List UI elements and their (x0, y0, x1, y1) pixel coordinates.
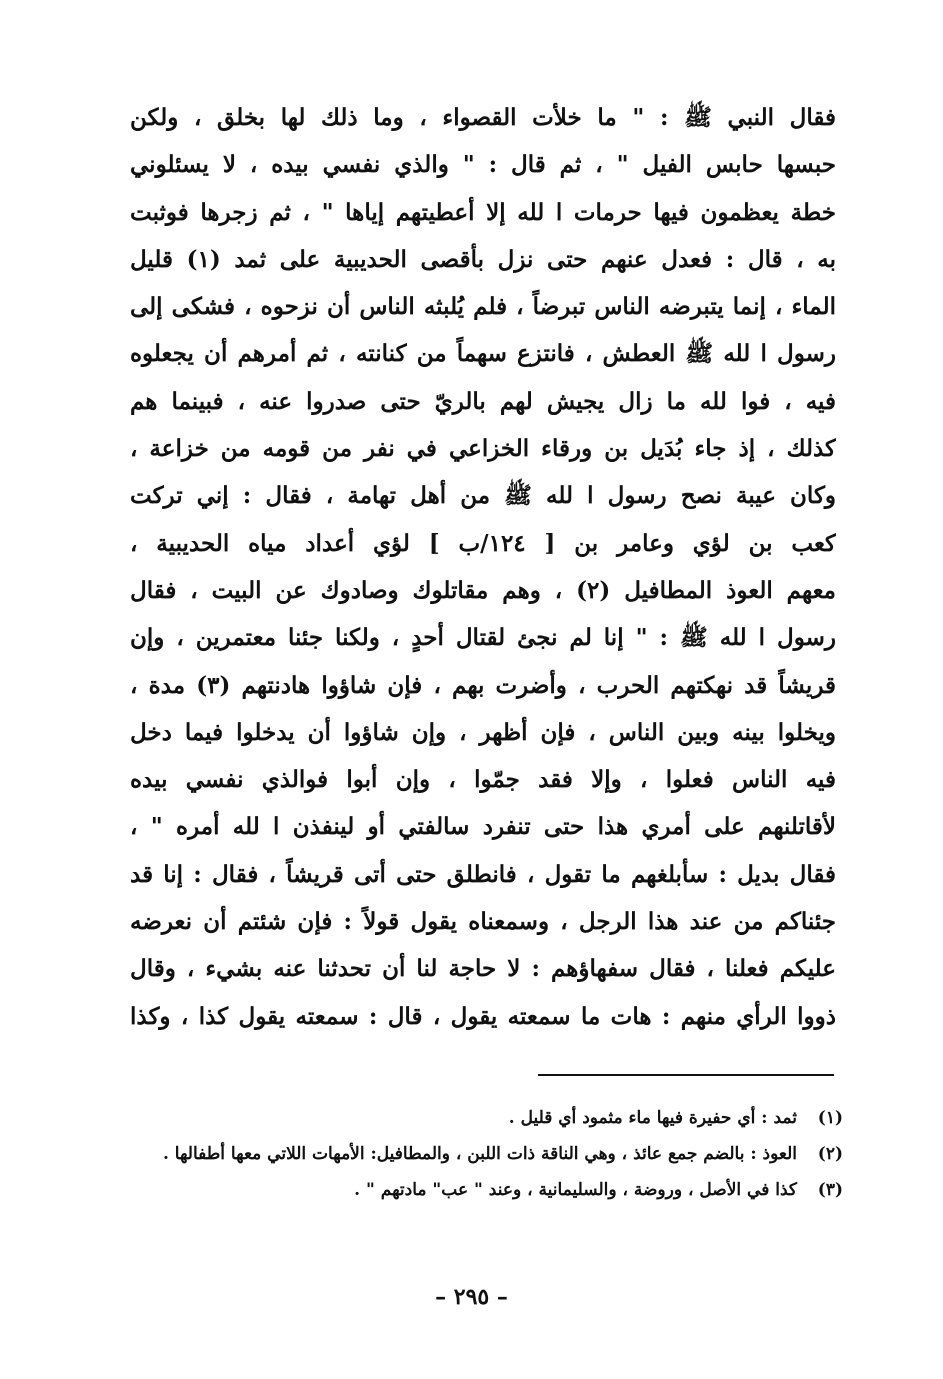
footnote-number: (٣) (817, 1180, 843, 1200)
text-line: ويخلوا بينه وبين الناس ، فإن أظهر ، وإن شاؤوا أن يدخلوا فيما دخل (130, 718, 836, 746)
text-line: قريشاً قد نهكتهم الحرب ، وأضرت بهم ، فإن شاؤوا هادنتهم (٣) مدة ، (130, 671, 836, 699)
footnote (143, 1172, 843, 1208)
text-line: رسول ا لله ﷺ : " إنا لم نجئ لقتال أحدٍ ، ولكنا جئنا معتمرين ، وإن (130, 624, 836, 652)
footnote-text: العوذ : بالضم جمع عائذ ، وهي الناقة ذات اللبن ، والمطافيل: الأمهات اللاتي معها أطفالها . (162, 1144, 797, 1164)
footnote (143, 1100, 843, 1136)
text-line: وكان عيبة نصح رسول ا لله ﷺ من أهل تهامة ، فقال : إني تركت (130, 482, 836, 510)
text-line: كعب بن لؤي وعامر بن [ ١٢٤/ب ] لؤي أعداد مياه الحديبية ، (130, 529, 836, 557)
main-text (130, 94, 836, 1040)
footnote-number: (١) (817, 1108, 843, 1128)
text-line: فيه ، فوا لله ما زال يجيش لهم بالريّ حتى صدروا عنه ، فبينما هم (130, 387, 836, 415)
footnote-text: كذا في الأصل ، وروضة ، والسليمانية ، وعند " عب" مادتهم " . (354, 1180, 797, 1200)
text-line: عليكم فعلنا ، فقال سفهاؤهم : لا حاجة لنا أن تحدثنا عنه بشيء ، وقال (130, 955, 836, 983)
text-line: رسول ا لله ﷺ العطش ، فانتزع سهماً من كنانته ، ثم أمرهم أن يجعلوه (130, 340, 836, 368)
text-line: كذلك ، إذ جاء بُدَيل بن ورقاء الخزاعي في نفر من قومه من خزاعة ، (130, 435, 836, 463)
text-line: الماء ، إنما يتبرضه الناس تبرضاً ، فلم يُلبثه الناس أن نزحوه ، فشكى إلى (130, 293, 836, 321)
text-line: فقال بديل : سأبلغهم ما تقول ، فانطلق حتى أتى قريشاً ، فقال : إنا قد (130, 860, 836, 888)
text-line: لأقاتلنهم على أمري هذا حتى تنفرد سالفتي أو لينفذن ا لله أمره " ، (130, 813, 836, 841)
text-line: فيه الناس فعلوا ، وإلا فقد جمّوا ، وإن أبوا فوالذي نفسي بيده (130, 766, 836, 794)
text-line: خطة يعظمون فيها حرمات ا لله إلا أعطيتهم إياها " ، ثم زجرها فوثبت (130, 198, 836, 226)
text-line: معهم العوذ المطافيل (٢) ، وهم مقاتلوك وصادوك عن البيت ، فقال (130, 576, 836, 604)
footnote-divider (538, 1074, 834, 1076)
text-line: حبسها حابس الفيل " ، ثم قال : " والذي نفسي بيده ، لا يسئلوني (130, 151, 836, 179)
footnote-text: ثمد : أي حفيرة فيها ماء مثمود أي قليل . (508, 1108, 797, 1128)
text-line: ذووا الرأي منهم : هات ما سمعته يقول ، قال : سمعته يقول كذا ، وكذا (130, 1002, 836, 1030)
footnotes (143, 1100, 843, 1208)
text-line: به ، قال : فعدل عنهم حتى نزل بأقصى الحديبية على ثمد (١) قليل (130, 245, 836, 273)
text-line: جئناكم من عند هذا الرجل ، وسمعناه يقول قولاً : فإن شئتم أن نعرضه (130, 908, 836, 936)
text-line: فقال النبي ﷺ : " ما خلأت القصواء ، وما ذلك لها بخلق ، ولكن (130, 104, 836, 131)
footnote (143, 1136, 843, 1172)
page-number: – ٢٩٥ – (435, 1284, 508, 1310)
footnote-number: (٢) (817, 1144, 843, 1164)
